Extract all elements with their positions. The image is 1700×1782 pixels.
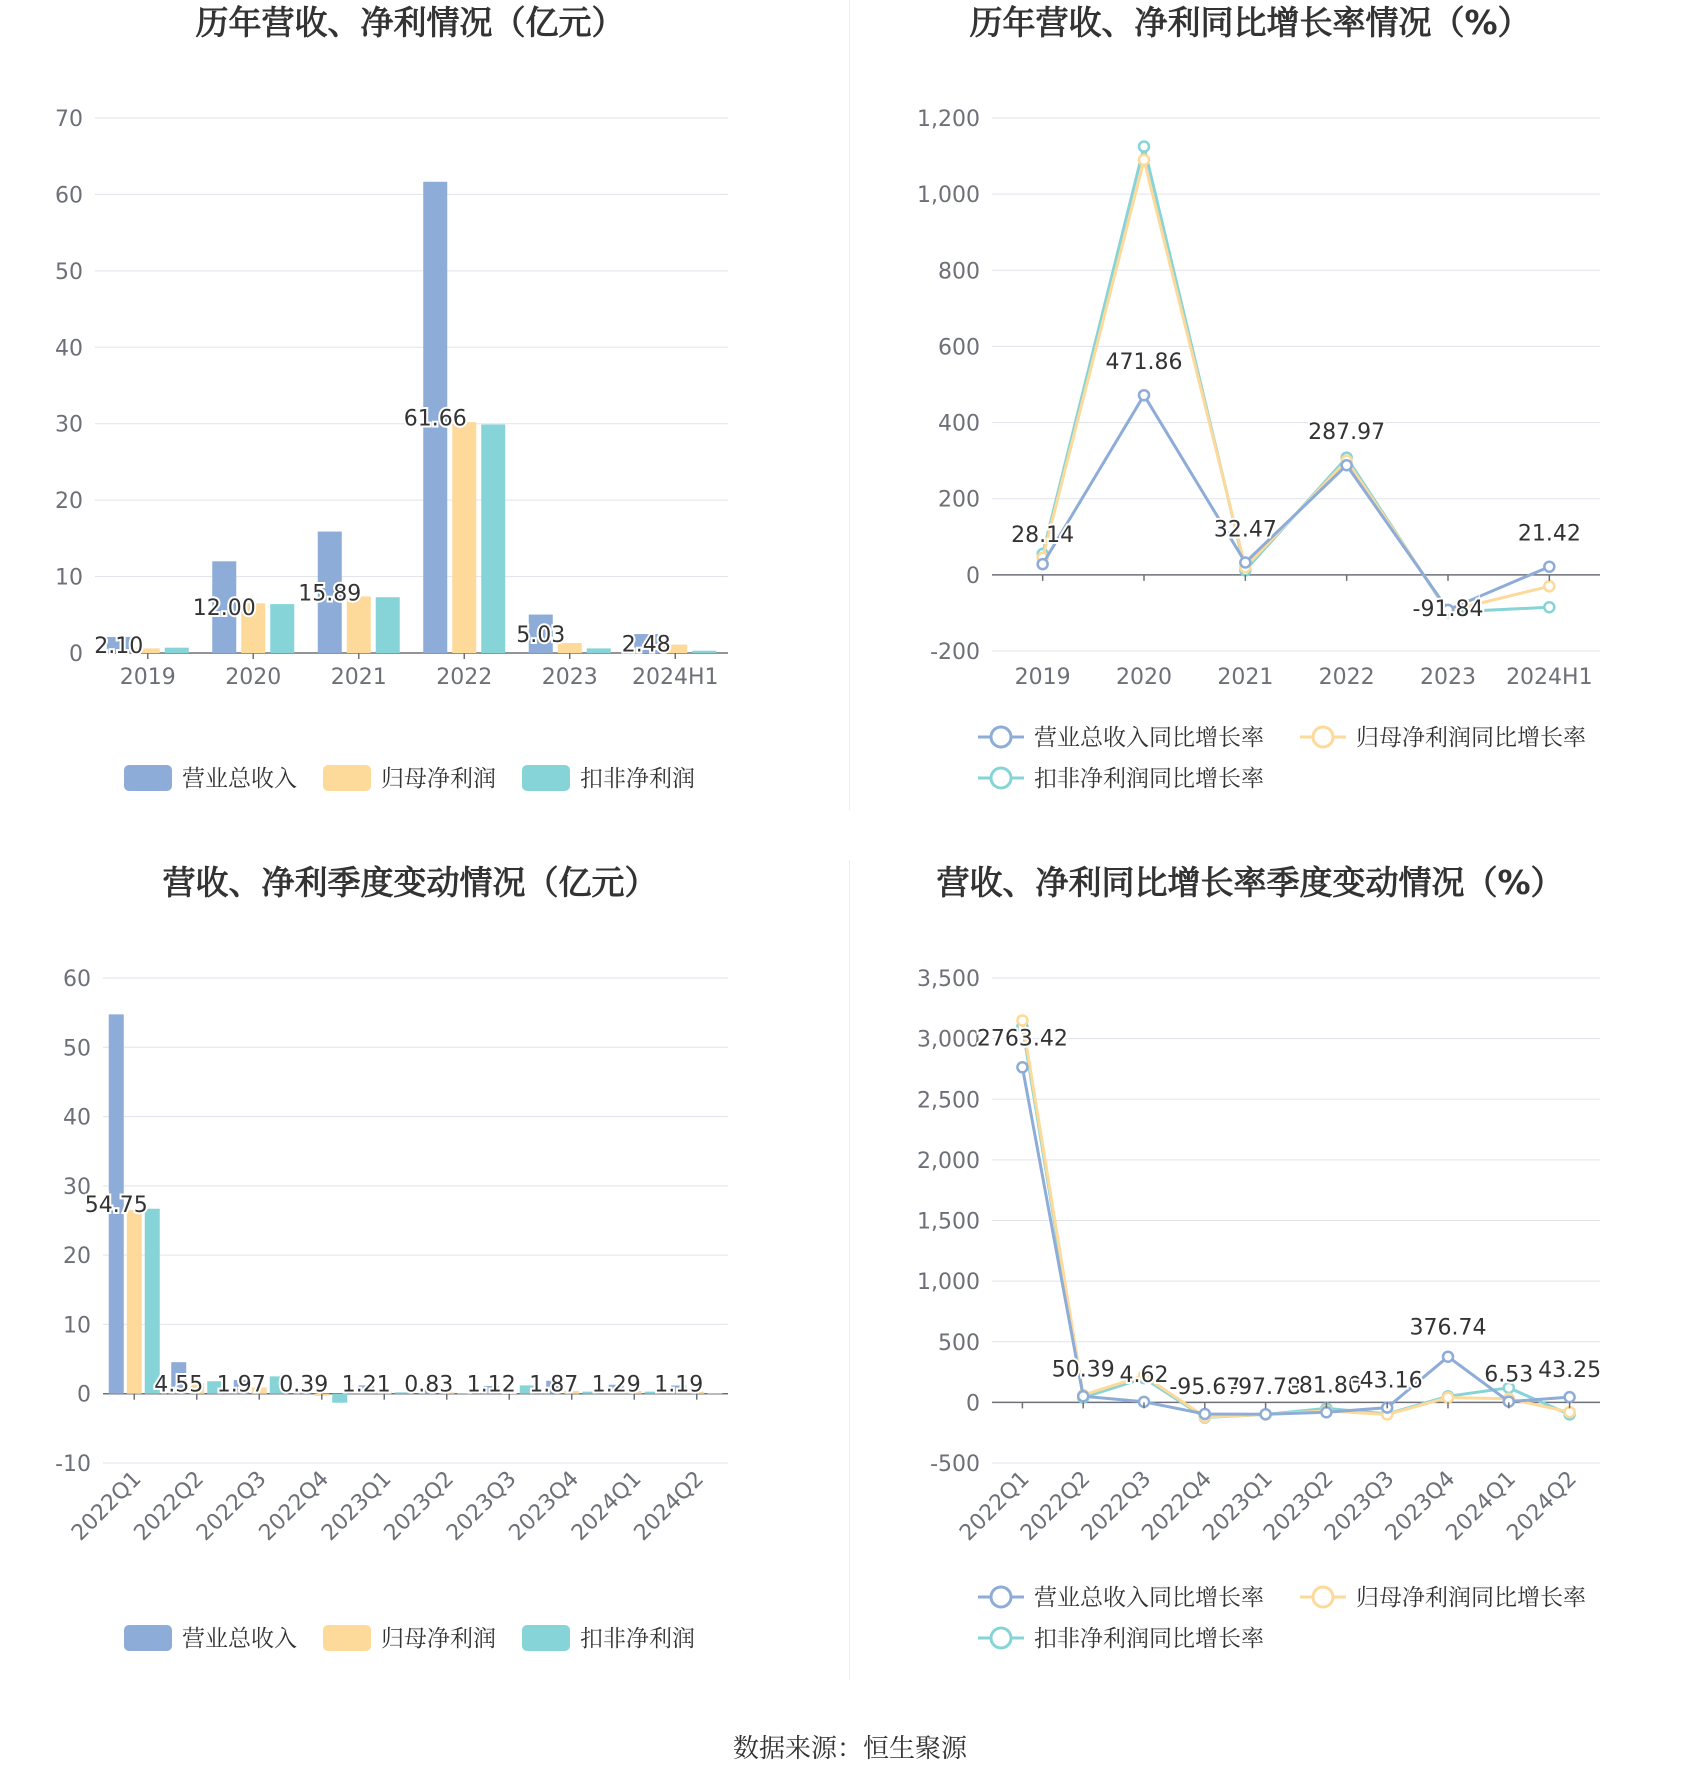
data-point [1342, 460, 1352, 470]
y-tick-label: 0 [69, 642, 83, 667]
data-point [1544, 562, 1554, 572]
y-tick-label: 40 [63, 1105, 91, 1131]
data-label: -97.78 [1230, 1375, 1302, 1401]
x-tick-label: 2023Q4 [1380, 1466, 1461, 1546]
legend-label: 归母净利润同比增长率 [1356, 1585, 1586, 1611]
bar-deducted-profit [707, 1393, 722, 1394]
annual-revenue-profit-chart [0, 0, 850, 820]
bar-deducted-profit [376, 597, 400, 653]
data-label: -95.67 [1169, 1374, 1241, 1400]
legend-label: 扣非净利润同比增长率 [1034, 1626, 1264, 1652]
legend-label: 扣非净利润同比增长率 [1034, 766, 1264, 792]
y-tick-label: 20 [63, 1244, 91, 1270]
data-point [1443, 1352, 1453, 1362]
x-tick-label: 2023 [541, 665, 598, 690]
data-label: 5.03 [516, 622, 566, 648]
data-label: -91.84 [1412, 596, 1484, 622]
legend-swatch [323, 765, 371, 791]
annual-growth-rate-chart [850, 0, 1700, 820]
legend-swatch [124, 765, 172, 791]
legend-marker [991, 768, 1011, 788]
y-tick-label: 50 [63, 1036, 91, 1062]
x-tick-label: 2023Q1 [1198, 1466, 1278, 1546]
y-tick-label: 3,500 [917, 967, 980, 992]
y-tick-label: 1,500 [917, 1209, 980, 1235]
series-line-deducted-profit-growth [1043, 147, 1550, 613]
data-label: 1.19 [654, 1372, 704, 1398]
legend-label: 营业总收入同比增长率 [1034, 725, 1264, 751]
legend-label: 归母净利润 [381, 766, 496, 792]
x-tick-label: 2020 [225, 665, 282, 690]
y-tick-label: 10 [63, 1313, 91, 1339]
legend-label: 扣非净利润 [580, 766, 695, 792]
y-tick-label: 0 [966, 563, 980, 589]
data-point [1261, 1409, 1271, 1419]
data-label: 287.97 [1308, 420, 1386, 446]
x-tick-label: 2019 [119, 665, 176, 690]
y-tick-label: 30 [63, 1174, 91, 1200]
quarterly-revenue-profit-chart [0, 860, 850, 1680]
x-tick-label: 2022Q4 [1137, 1466, 1218, 1546]
data-label: 1.97 [216, 1372, 266, 1398]
data-point [1200, 1409, 1210, 1419]
y-tick-label: 60 [55, 183, 83, 209]
data-label: 28.14 [1011, 523, 1075, 549]
x-tick-label: 2023Q2 [1259, 1466, 1339, 1546]
data-label: 4.62 [1119, 1362, 1169, 1388]
data-label: 2763.42 [976, 1026, 1068, 1052]
data-label: 1.29 [591, 1372, 641, 1398]
legend-marker [991, 1628, 1011, 1648]
legend-label: 扣非净利润 [580, 1626, 695, 1652]
data-label: 2.10 [94, 633, 144, 659]
bar-deducted-profit [270, 604, 294, 653]
data-point [1139, 142, 1149, 152]
y-tick-label: 50 [55, 259, 83, 285]
legend-marker [1313, 1587, 1333, 1607]
y-tick-label: 600 [938, 335, 980, 361]
data-label: 1.87 [529, 1372, 579, 1398]
x-tick-label: 2020 [1116, 665, 1172, 690]
x-tick-label: 2023Q4 [504, 1466, 584, 1546]
data-label: 54.75 [84, 1193, 148, 1219]
x-tick-label: 2024Q1 [1441, 1466, 1522, 1546]
x-tick-label: 2022 [1318, 665, 1375, 690]
data-label: 32.47 [1213, 517, 1277, 543]
quarterly-revenue-profit-panel [0, 860, 850, 1720]
bar-net-profit [127, 1210, 142, 1394]
y-tick-label: -10 [55, 1452, 91, 1477]
data-point [1321, 1407, 1331, 1417]
data-label: 50.39 [1051, 1357, 1115, 1383]
data-point [1443, 1393, 1453, 1403]
legend-marker [991, 727, 1011, 747]
data-point [1544, 581, 1554, 591]
x-tick-label: 2024Q2 [1502, 1466, 1582, 1546]
data-label: -43.16 [1351, 1368, 1423, 1394]
data-label: 43.25 [1538, 1358, 1602, 1384]
panel-divider-top [849, 0, 850, 810]
x-tick-label: 2024H1 [631, 665, 719, 690]
data-point [1139, 390, 1149, 400]
bar-net-profit [452, 422, 476, 653]
data-label: 376.74 [1409, 1315, 1487, 1341]
quarterly-growth-rate-panel [850, 860, 1700, 1720]
annual-growth-rate-panel [850, 0, 1700, 860]
legend-swatch [522, 1625, 570, 1651]
chart-title: 营收、净利季度变动情况（亿元） [162, 863, 658, 902]
legend-label: 营业总收入 [182, 1626, 297, 1652]
annual-revenue-profit-panel [0, 0, 850, 860]
data-label: 1.12 [466, 1372, 516, 1398]
x-tick-label: 2023 [1420, 665, 1476, 690]
y-tick-label: -500 [930, 1452, 980, 1477]
data-label: 4.55 [154, 1372, 204, 1398]
bar-deducted-profit [692, 651, 716, 653]
y-tick-label: 400 [938, 411, 980, 437]
x-tick-label: 2024Q2 [629, 1466, 709, 1546]
x-tick-label: 2022Q1 [67, 1466, 147, 1546]
y-tick-label: 0 [966, 1391, 980, 1417]
data-label: 15.89 [298, 581, 362, 607]
y-tick-label: 800 [938, 259, 980, 285]
chart-title: 历年营收、净利同比增长率情况（%） [969, 3, 1531, 42]
bar-deducted-profit [587, 648, 611, 653]
data-label: 21.42 [1517, 521, 1581, 547]
x-tick-label: 2024H1 [1506, 665, 1593, 690]
legend-label: 营业总收入 [182, 766, 297, 792]
data-label: 0.39 [279, 1372, 329, 1398]
data-label: 0.83 [404, 1372, 454, 1398]
data-label: 2.48 [621, 632, 671, 658]
bar-deducted-profit [145, 1209, 160, 1394]
y-tick-label: 70 [55, 107, 83, 132]
data-point [1240, 557, 1250, 567]
y-tick-label: 2,500 [917, 1088, 980, 1114]
y-tick-label: 0 [77, 1382, 91, 1408]
chart-title: 历年营收、净利情况（亿元） [195, 3, 625, 42]
x-tick-label: 2022Q4 [254, 1466, 334, 1546]
legend-swatch [124, 1625, 172, 1651]
quarterly-growth-rate-chart [850, 860, 1700, 1680]
bar-deducted-profit [481, 424, 505, 653]
chart-title: 营收、净利同比增长率季度变动情况（%） [936, 863, 1564, 902]
x-tick-label: 2022Q3 [1076, 1466, 1157, 1546]
x-tick-label: 2022Q2 [1016, 1466, 1096, 1546]
data-point [1544, 602, 1554, 612]
data-point [1565, 1392, 1575, 1402]
panel-divider-bottom [849, 860, 850, 1680]
data-point [1139, 155, 1149, 165]
x-tick-label: 2022Q3 [192, 1466, 272, 1546]
data-point [1038, 559, 1048, 569]
x-tick-label: 2021 [330, 665, 387, 690]
y-tick-label: 30 [55, 412, 83, 438]
bar-deducted-profit [165, 648, 189, 653]
data-label: 61.66 [403, 406, 467, 432]
data-label: 6.53 [1484, 1362, 1534, 1388]
data-point [1565, 1407, 1575, 1417]
legend-label: 营业总收入同比增长率 [1034, 1585, 1264, 1611]
y-tick-label: 1,000 [917, 183, 980, 209]
data-label: 12.00 [192, 596, 256, 622]
legend-label: 归母净利润 [381, 1626, 496, 1652]
y-tick-label: -200 [930, 640, 980, 665]
y-tick-label: 1,000 [917, 1270, 980, 1296]
x-tick-label: 2024Q1 [567, 1466, 647, 1546]
y-tick-label: 60 [63, 967, 91, 992]
y-tick-label: 20 [55, 489, 83, 515]
data-point [1017, 1062, 1027, 1072]
y-tick-label: 200 [938, 487, 980, 513]
data-label: 1.21 [341, 1372, 391, 1398]
x-tick-label: 2023Q1 [317, 1466, 397, 1546]
legend-marker [1313, 727, 1333, 747]
x-tick-label: 2023Q3 [442, 1466, 522, 1546]
x-tick-label: 2023Q3 [1320, 1466, 1400, 1546]
legend-label: 归母净利润同比增长率 [1356, 725, 1586, 751]
x-tick-label: 2022Q2 [129, 1466, 209, 1546]
y-tick-label: 2,000 [917, 1148, 980, 1174]
x-tick-label: 2022Q1 [955, 1466, 1035, 1546]
data-point [1017, 1015, 1027, 1025]
data-source-note: 数据来源：恒生聚源 [732, 1734, 967, 1764]
y-tick-label: 3,000 [917, 1027, 980, 1053]
y-tick-label: 1,200 [917, 107, 980, 132]
y-tick-label: 10 [55, 565, 83, 591]
data-label: 471.86 [1105, 350, 1183, 376]
legend-marker [991, 1587, 1011, 1607]
x-tick-label: 2019 [1014, 665, 1071, 690]
series-line-revenue-growth [1043, 395, 1550, 610]
data-label: -81.80 [1290, 1373, 1362, 1399]
y-tick-label: 500 [938, 1330, 980, 1356]
y-tick-label: 40 [55, 336, 83, 362]
series-line-net-profit-growth [1043, 160, 1550, 611]
legend-swatch [323, 1625, 371, 1651]
data-point [1078, 1391, 1088, 1401]
x-tick-label: 2021 [1217, 665, 1274, 690]
x-tick-label: 2023Q2 [379, 1466, 459, 1546]
legend-swatch [522, 765, 570, 791]
x-tick-label: 2022 [436, 665, 493, 690]
